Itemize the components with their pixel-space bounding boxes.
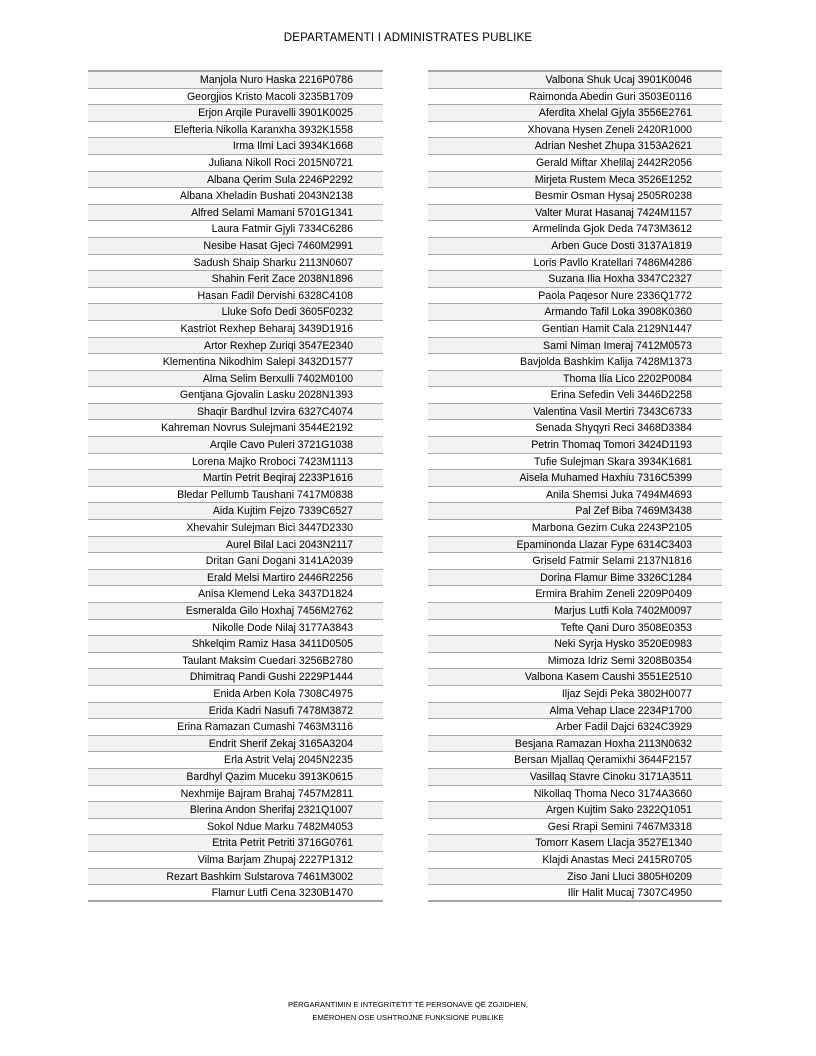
list-item: Juliana Nikoll Roci 2015N0721 [88, 155, 383, 172]
list-item: Dorina Flamur Bime 3326C1284 [428, 570, 722, 587]
list-item: Ziso Jani Lluci 3805H0209 [428, 869, 722, 886]
list-item: Klementina Nikodhim Salepi 3432D1577 [88, 354, 383, 371]
list-item: Anisa Klemend Leka 3437D1824 [88, 586, 383, 603]
list-item: Dhimitraq Pandi Gushi 2229P1444 [88, 669, 383, 686]
list-item: Alfred Selami Mamani 5701G1341 [88, 205, 383, 222]
list-item: Anila Shemsi Juka 7494M4693 [428, 487, 722, 504]
list-item: Albana Qerim Sula 2246P2292 [88, 172, 383, 189]
list-item: Senada Shyqyri Reci 3468D3384 [428, 420, 722, 437]
list-item: Besmir Osman Hysaj 2505R0238 [428, 188, 722, 205]
list-item: Arqile Cavo Puleri 3721G1038 [88, 437, 383, 454]
list-item: Nesibe Hasat Gjeci 7460M2991 [88, 238, 383, 255]
list-item: Valbona Kasem Caushi 3551E2510 [428, 669, 722, 686]
list-item: Armando Tafil Loka 3908K0360 [428, 304, 722, 321]
list-item: Arben Guce Dosti 3137A1819 [428, 238, 722, 255]
list-item: Gentjana Gjovalin Lasku 2028N1393 [88, 387, 383, 404]
list-item: Hasan Fadil Dervishi 6328C4108 [88, 288, 383, 305]
footer [0, 998, 816, 1024]
list-item: Nikollaq Thoma Neco 3174A3660 [428, 786, 722, 803]
list-item: Tefte Qani Duro 3508E0353 [428, 620, 722, 637]
list-item: Bavjolda Bashkim Kalija 7428M1373 [428, 354, 722, 371]
list-item: Vasillaq Stavre Cinoku 3171A3511 [428, 769, 722, 786]
list-item: Bledar Pellumb Taushani 7417M0838 [88, 487, 383, 504]
list-item: Petrin Thomaq Tomori 3424D1193 [428, 437, 722, 454]
list-item: Laura Fatmir Gjyli 7334C6286 [88, 221, 383, 238]
list-item: Esmeralda Gilo Hoxhaj 7456M2762 [88, 603, 383, 620]
list-item: Tufie Sulejman Skara 3934K1681 [428, 454, 722, 471]
list-item: Valentina Vasil Mertiri 7343C6733 [428, 404, 722, 421]
list-item: Rezart Bashkim Sulstarova 7461M3002 [88, 869, 383, 886]
list-item: Elefteria Nikolla Karanxha 3932K1558 [88, 122, 383, 139]
left-name-list [88, 70, 383, 902]
list-item: Aurel Bilal Laci 2043N2117 [88, 537, 383, 554]
list-item: Taulant Maksim Cuedari 3256B2780 [88, 653, 383, 670]
list-item: Suzana Ilia Hoxha 3347C2327 [428, 271, 722, 288]
list-item: Flamur Lutfi Cena 3230B1470 [88, 885, 383, 902]
list-item: Artor Rexhep Zuriqi 3547E2340 [88, 338, 383, 355]
list-item: Bersan Mjallaq Qeramixhi 3644F2157 [428, 752, 722, 769]
list-item: Erina Sefedin Veli 3446D2258 [428, 387, 722, 404]
list-item: Gentian Hamit Cala 2129N1447 [428, 321, 722, 338]
list-item: Arber Fadil Dajci 6324C3929 [428, 719, 722, 736]
list-item: Dritan Gani Dogani 3141A2039 [88, 553, 383, 570]
list-item: Bardhyl Qazim Muceku 3913K0615 [88, 769, 383, 786]
list-item: Valter Murat Hasanaj 7424M1157 [428, 205, 722, 222]
list-item: Sadush Shaip Sharku 2113N0607 [88, 255, 383, 272]
list-item: Erina Ramazan Cumashi 7463M3116 [88, 719, 383, 736]
list-item: Shkelqim Ramiz Hasa 3411D0505 [88, 636, 383, 653]
list-item: Paola Paqesor Nure 2336Q1772 [428, 288, 722, 305]
list-item: Mimoza Idriz Semi 3208B0354 [428, 653, 722, 670]
list-item: Pal Zef Biba 7469M3438 [428, 503, 722, 520]
footer-line-2: EMËROHEN OSE USHTROJNË FUNKSIONE PUBLIKE [312, 1013, 504, 1022]
list-item: Nikolle Dode Nilaj 3177A3843 [88, 620, 383, 637]
right-name-list [428, 70, 722, 902]
list-item: Etrita Petrit Petriti 3716G0761 [88, 835, 383, 852]
list-item: Erla Astrit Velaj 2045N2235 [88, 752, 383, 769]
list-item: Irma Ilmi Laci 3934K1668 [88, 138, 383, 155]
list-item: Georgjios Kristo Macoli 3235B1709 [88, 89, 383, 106]
list-item: Shahin Ferit Zace 2038N1896 [88, 271, 383, 288]
list-item: Marbona Gezim Cuka 2243P2105 [428, 520, 722, 537]
list-item: Aisela Muhamed Haxhiu 7316C5399 [428, 470, 722, 487]
list-item: Manjola Nuro Haska 2216P0786 [88, 72, 383, 89]
list-item: Lorena Majko Rroboci 7423M1113 [88, 454, 383, 471]
list-item: Besjana Ramazan Hoxha 2113N0632 [428, 736, 722, 753]
list-item: Klajdi Anastas Meci 2415R0705 [428, 852, 722, 869]
list-item: Albana Xheladin Bushati 2043N2138 [88, 188, 383, 205]
list-item: Epaminonda Llazar Fype 6314C3403 [428, 537, 722, 554]
list-item: Nexhmije Bajram Brahaj 7457M2811 [88, 786, 383, 803]
list-item: Shaqir Bardhul Izvira 6327C4074 [88, 404, 383, 421]
list-item: Xhovana Hysen Zeneli 2420R1000 [428, 122, 722, 139]
list-item: Xhevahir Sulejman Bici 3447D2330 [88, 520, 383, 537]
list-item: Blerina Andon Sherifaj 2321Q1007 [88, 802, 383, 819]
list-item: Neki Syrja Hysko 3520E0983 [428, 636, 722, 653]
list-item: Erald Melsi Martiro 2446R2256 [88, 570, 383, 587]
list-item: Erjon Arqile Puravelli 3901K0025 [88, 105, 383, 122]
list-item: Alma Selim Berxulli 7402M0100 [88, 371, 383, 388]
list-item: Endrit Sherif Zekaj 3165A3204 [88, 736, 383, 753]
list-item: Aida Kujtim Fejzo 7339C6527 [88, 503, 383, 520]
list-item: Ilir Halit Mucaj 7307C4950 [428, 885, 722, 902]
list-item: Lluke Sofo Dedi 3605F0232 [88, 304, 383, 321]
list-item: Enida Arben Kola 7308C4975 [88, 686, 383, 703]
list-item: Aferdita Xhelal Gjyla 3556E2761 [428, 105, 722, 122]
list-item: Iljaz Sejdi Peka 3802H0077 [428, 686, 722, 703]
list-item: Sokol Ndue Marku 7482M4053 [88, 819, 383, 836]
list-item: Gerald Miftar Xhelilaj 2442R2056 [428, 155, 722, 172]
list-item: Gesi Rrapi Semini 7467M3318 [428, 819, 722, 836]
list-item: Mirjeta Rustem Meca 3526E1252 [428, 172, 722, 189]
list-item: Sami Niman Imeraj 7412M0573 [428, 338, 722, 355]
list-item: Thoma Ilia Lico 2202P0084 [428, 371, 722, 388]
list-item: Loris Pavllo Kratellari 7486M4286 [428, 255, 722, 272]
list-item: Alma Vehap Llace 2234P1700 [428, 703, 722, 720]
list-item: Armelinda Gjok Deda 7473M3612 [428, 221, 722, 238]
list-item: Vilma Barjam Zhupaj 2227P1312 [88, 852, 383, 869]
list-item: Erida Kadri Nasufi 7478M3872 [88, 703, 383, 720]
list-item: Raimonda Abedin Guri 3503E0116 [428, 89, 722, 106]
list-item: Ermira Brahim Zeneli 2209P0409 [428, 586, 722, 603]
list-item: Marjus Lutfi Kola 7402M0097 [428, 603, 722, 620]
page-title: DEPARTAMENTI I ADMINISTRATES PUBLIKE [283, 32, 533, 44]
footer-line-1: PËRGARANTIMIN E INTEGRITETIT TË PERSONAVE QË ZGJIDHEN, [287, 1000, 529, 1009]
list-item: Kastriot Rexhep Beharaj 3439D1916 [88, 321, 383, 338]
list-item: Kahreman Novrus Sulejmani 3544E2192 [88, 420, 383, 437]
list-item: Tomorr Kasem Llacja 3527E1340 [428, 835, 722, 852]
list-item: Griseld Fatmir Selami 2137N1816 [428, 553, 722, 570]
list-item: Adrian Neshet Zhupa 3153A2621 [428, 138, 722, 155]
list-item: Martin Petrit Beqiraj 2233P1616 [88, 470, 383, 487]
list-item: Argen Kujtim Sako 2322Q1051 [428, 802, 722, 819]
list-item: Valbona Shuk Ucaj 3901K0046 [428, 72, 722, 89]
